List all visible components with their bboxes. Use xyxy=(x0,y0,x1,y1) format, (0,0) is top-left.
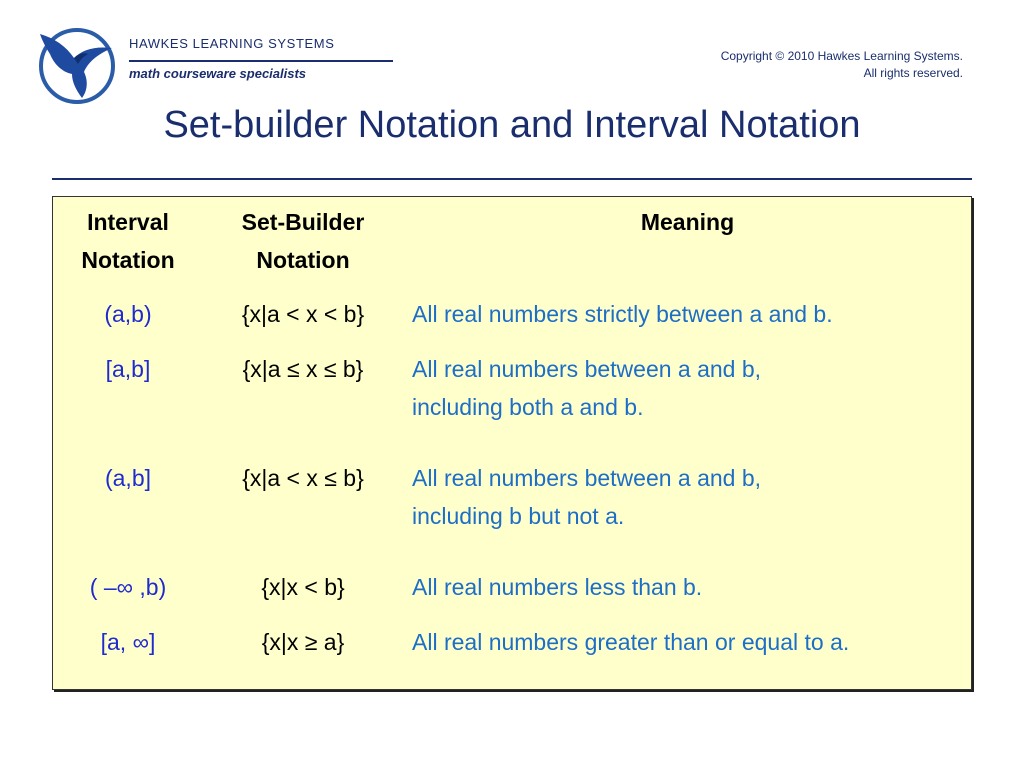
notation-table xyxy=(52,196,972,690)
interval-cell: [a,b] xyxy=(105,356,151,382)
meaning-cell: All real numbers between a and b, including b but not a. xyxy=(412,465,762,529)
meaning-cell: All real numbers greater than or equal to a. xyxy=(412,629,850,655)
slide-title: Set-builder Notation and Interval Notation xyxy=(163,104,861,146)
interval-cell: (a,b] xyxy=(104,465,152,491)
header-setbuilder-line-1: Set-Builder xyxy=(241,209,365,235)
interval-cell: ( –∞ ,b) xyxy=(89,574,167,600)
meaning-cell: All real numbers strictly between a and b. xyxy=(412,301,833,327)
hawkes-eagle-logo-icon xyxy=(32,24,118,104)
setbuilder-cell: {x|a < x ≤ b} xyxy=(242,465,364,491)
copyright-line-2: All rights reserved. xyxy=(863,66,963,80)
header-meaning: Meaning xyxy=(640,209,735,235)
header-interval-line-2: Notation xyxy=(81,247,175,273)
interval-cell: [a, ∞] xyxy=(100,629,156,655)
setbuilder-cell: {x|a < x < b} xyxy=(241,301,365,327)
header-interval-notation xyxy=(78,203,178,279)
interval-cell: (a,b) xyxy=(104,301,152,327)
brand-tagline: math courseware specialists xyxy=(129,66,307,81)
brand-name: HAWKES LEARNING SYSTEMS xyxy=(129,36,335,51)
copyright-line-1: Copyright © 2010 Hawkes Learning Systems. xyxy=(720,49,963,63)
header-setbuilder-notation xyxy=(228,203,378,279)
setbuilder-cell: {x|a ≤ x ≤ b} xyxy=(242,356,364,382)
brand-divider xyxy=(129,60,393,62)
copyright-notice xyxy=(721,48,963,82)
setbuilder-cell: {x|x ≥ a} xyxy=(261,629,345,655)
setbuilder-cell: {x|x < b} xyxy=(261,574,345,600)
meaning-cell: All real numbers less than b. xyxy=(412,574,703,600)
header-setbuilder-line-2: Notation xyxy=(256,247,350,273)
title-underline xyxy=(52,178,972,180)
meaning-cell: All real numbers between a and b, including both a and b. xyxy=(412,356,762,420)
header-interval-line-1: Interval xyxy=(87,209,169,235)
